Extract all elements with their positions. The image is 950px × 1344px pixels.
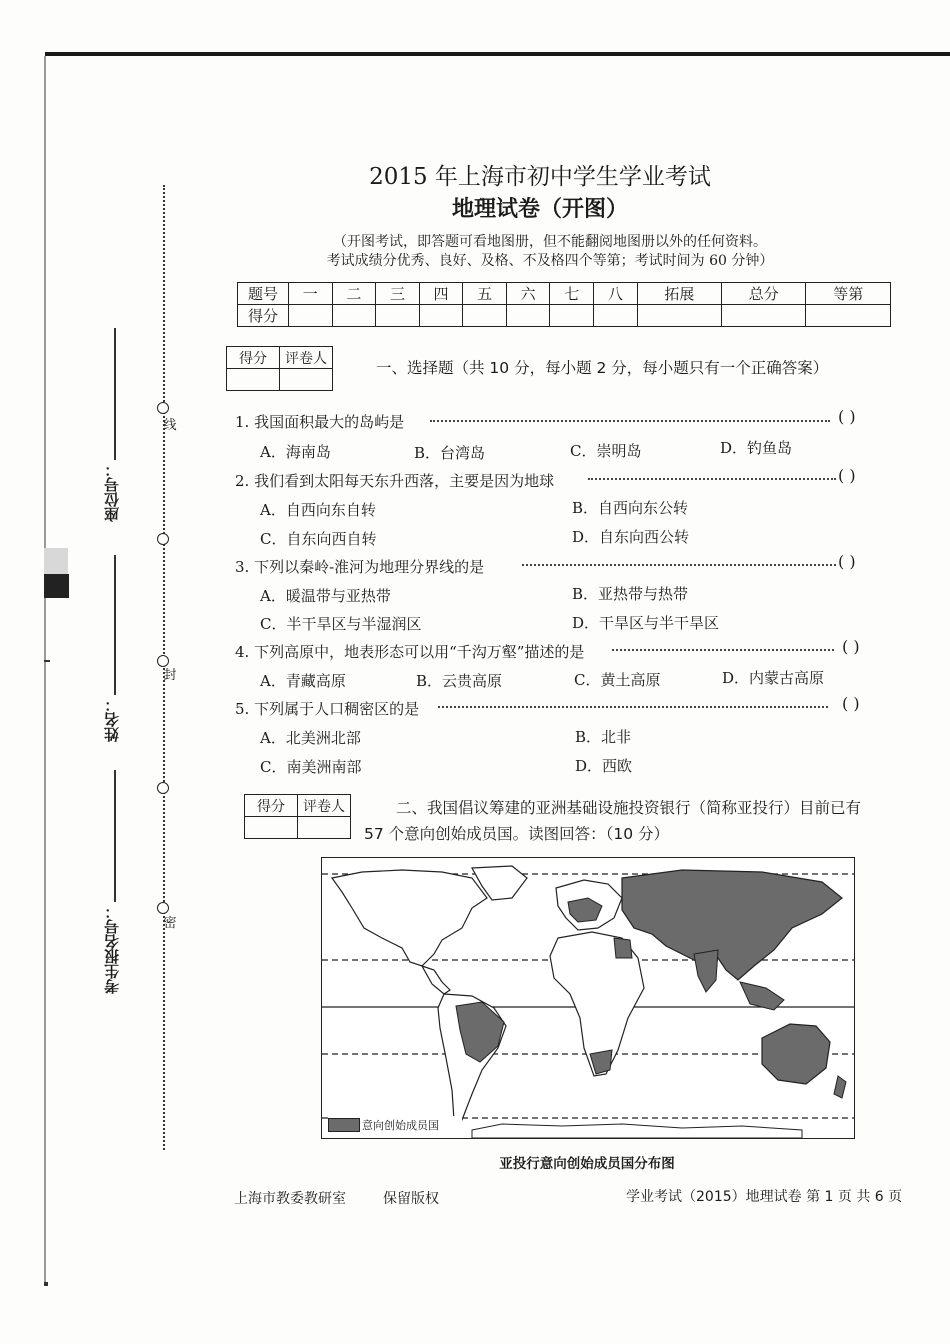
grader-box-1 [226, 346, 333, 391]
name-label: 姓名： [103, 697, 121, 742]
score-cell[interactable] [332, 305, 376, 327]
score-cell[interactable] [594, 305, 638, 327]
score-header: 六 [506, 283, 550, 305]
seat-blank[interactable] [114, 328, 116, 460]
footer-page-info: 学业考试（2015）地理试卷 第 1 页 共 6 页 [626, 1189, 903, 1205]
option-1b[interactable]: B．台湾岛 [414, 444, 486, 462]
option-5d[interactable]: D．西欧 [575, 757, 633, 775]
answer-paren-3[interactable]: ( ) [838, 552, 856, 571]
question-stem-3: 3. 下列以秦岭-淮河为地理分界线的是 [235, 558, 485, 576]
option-2a[interactable]: A．自西向东自转 [260, 501, 376, 519]
answer-paren-5[interactable]: ( ) [842, 694, 860, 713]
option-3a[interactable]: A．暖温带与亚热带 [260, 587, 391, 605]
leader-dots [588, 478, 836, 480]
question-stem-4: 4. 下列高原中，地表形态可以用“千沟万壑”描述的是 [235, 643, 585, 661]
grader-name-label: 评卷人 [298, 795, 351, 817]
exam-title: 2015 年上海市初中学生学业考试 [369, 164, 711, 190]
binding-tick [44, 660, 50, 662]
option-5c[interactable]: C．南美洲南部 [260, 758, 362, 776]
world-map [321, 857, 855, 1139]
map-legend [328, 1116, 462, 1134]
central-america [422, 966, 450, 994]
grader-score-label: 得分 [245, 795, 298, 817]
score-cell[interactable] [506, 305, 550, 327]
option-5a[interactable]: A．北美洲北部 [260, 729, 361, 747]
question-stem-5: 5. 下列属于人口稠密区的是 [235, 700, 420, 718]
top-edge [45, 52, 950, 56]
option-1d[interactable]: D．钓鱼岛 [720, 439, 793, 457]
leader-dots [612, 649, 834, 651]
scan-mark [44, 548, 68, 574]
option-4b[interactable]: B．云贵高原 [416, 672, 503, 690]
score-header: 七 [550, 283, 594, 305]
australia [762, 1024, 830, 1084]
world-map-drawing [322, 858, 854, 1138]
option-2c[interactable]: C．自东向西自转 [260, 530, 377, 548]
southeast-asia [740, 982, 784, 1010]
asia-members [622, 870, 842, 980]
exam-subtitle: 地理试卷（开图） [451, 197, 628, 222]
score-cell[interactable] [289, 305, 333, 327]
binding-ring [157, 782, 169, 794]
option-2b[interactable]: B．自西向东公转 [572, 499, 689, 517]
section2-line-2: 57 个意向创始成员国。读图回答：（10 分） [364, 825, 670, 843]
score-table [237, 282, 891, 327]
grader-name-label: 评卷人 [280, 347, 333, 369]
exam-number-blank[interactable] [114, 770, 116, 902]
score-row-label: 得分 [238, 305, 289, 327]
option-4c[interactable]: C．黄土高原 [574, 671, 661, 689]
score-header: 总分 [722, 283, 806, 305]
north-america [332, 870, 487, 966]
score-header: 二 [332, 283, 376, 305]
score-header: 五 [463, 283, 507, 305]
score-table-header-row [238, 283, 891, 305]
footer-copyright: 保留版权 [383, 1191, 439, 1207]
left-edge [44, 56, 46, 1284]
binding-mark [44, 574, 69, 598]
seal-char-xian: 线 [163, 418, 177, 433]
leader-dots [430, 420, 830, 422]
option-3d[interactable]: D．干旱区与半干旱区 [572, 614, 720, 632]
option-4a[interactable]: A．青藏高原 [260, 672, 346, 690]
new-zealand [834, 1076, 846, 1098]
option-3b[interactable]: B．亚热带与热带 [572, 585, 689, 603]
score-cell[interactable] [806, 305, 891, 327]
score-header: 四 [419, 283, 463, 305]
exam-number-label: 考生报名号： [103, 904, 121, 994]
corner-mark [44, 1282, 48, 1286]
footer-publisher: 上海市教委教研室 [234, 1191, 346, 1207]
option-4d[interactable]: D．内蒙古高原 [722, 669, 825, 687]
score-header: 拓展 [637, 283, 721, 305]
answer-paren-4[interactable]: ( ) [842, 637, 860, 656]
antarctica [472, 1124, 802, 1138]
question-stem-2: 2. 我们看到太阳每天东升西落，主要是因为地球 [235, 472, 555, 490]
score-header: 题号 [238, 283, 289, 305]
option-1c[interactable]: C．崇明岛 [570, 442, 642, 460]
seal-char-mi: 密 [163, 916, 177, 931]
map-caption: 亚投行意向创始成员国分布图 [499, 1156, 675, 1172]
score-cell[interactable] [722, 305, 806, 327]
score-header: 等第 [806, 283, 891, 305]
option-1a[interactable]: A．海南岛 [260, 443, 331, 461]
section2-line-1: 二、我国倡议筹建的亚洲基础设施投资银行（简称亚投行）目前已有 [396, 799, 862, 817]
score-cell[interactable] [637, 305, 721, 327]
answer-paren-1[interactable]: ( ) [838, 407, 856, 426]
exam-note-1: （开图考试，即答题可看地图册，但不能翻阅地图册以外的任何资料。 [333, 234, 767, 250]
grader-box-2 [244, 794, 351, 839]
egypt [614, 938, 632, 958]
name-blank[interactable] [114, 555, 116, 695]
seat-label: 座位号： [103, 462, 121, 522]
score-cell[interactable] [376, 305, 420, 327]
option-2d[interactable]: D．自东向西公转 [572, 528, 690, 546]
india [694, 950, 718, 992]
score-header: 三 [376, 283, 420, 305]
score-table-row [238, 305, 891, 327]
option-3c[interactable]: C．半干旱区与半湿润区 [260, 615, 422, 633]
legend-label: 意向创始成员国 [362, 1119, 439, 1132]
grader-name-cell[interactable] [280, 369, 333, 391]
score-header: 一 [289, 283, 333, 305]
legend-swatch [328, 1118, 360, 1132]
seal-char-feng: 封 [163, 668, 177, 683]
grader-score-cell[interactable] [245, 817, 298, 839]
score-header: 八 [594, 283, 638, 305]
exam-note-2: 考试成绩分优秀、良好、及格、不及格四个等第；考试时间为 60 分钟） [326, 253, 774, 269]
leader-dots [438, 706, 828, 708]
binding-ring [157, 533, 169, 545]
section1-heading: 一、选择题（共 10 分，每小题 2 分，每小题只有一个正确答案） [376, 359, 829, 377]
option-5b[interactable]: B．北非 [575, 728, 632, 746]
score-cell[interactable] [463, 305, 507, 327]
leader-dots [522, 564, 836, 566]
score-cell[interactable] [550, 305, 594, 327]
grader-score-cell[interactable] [227, 369, 280, 391]
score-cell[interactable] [419, 305, 463, 327]
binding-ring [157, 402, 169, 414]
grader-name-cell[interactable] [298, 817, 351, 839]
grader-score-label: 得分 [227, 347, 280, 369]
question-stem-1: 1. 我国面积最大的岛屿是 [235, 413, 405, 431]
answer-paren-2[interactable]: ( ) [838, 466, 856, 485]
